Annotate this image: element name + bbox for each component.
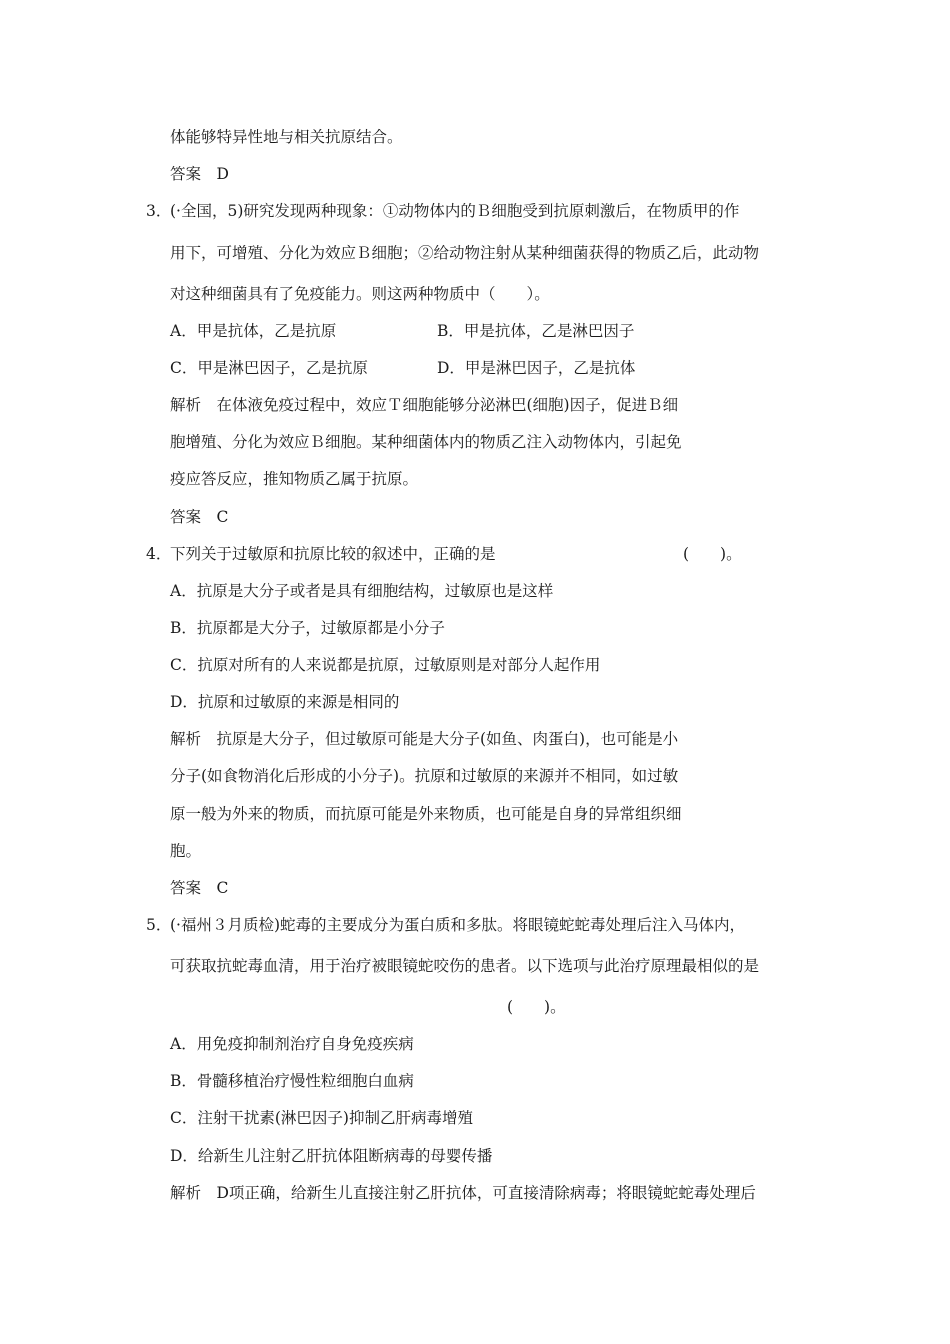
explanation-line: 疫应答反应，推知物质乙属于抗原。 — [170, 470, 419, 488]
answer-line: 答案 D — [170, 165, 229, 183]
explanation-line: 胞。 — [170, 842, 202, 860]
option-d: D．抗原和过敏原的来源是相同的 — [170, 693, 400, 711]
option-c: C．注射干扰素(淋巴因子)抑制乙肝病毒增殖 — [170, 1109, 473, 1127]
explanation-line: 原一般为外来的物质，而抗原可能是外来物质，也可能是自身的异常组织细 — [170, 805, 682, 823]
explanation-line: 解析 D项正确，给新生儿直接注射乙肝抗体，可直接清除病毒；将眼镜蛇蛇毒处理后 — [170, 1184, 756, 1202]
question-stem-line: 可获取抗蛇毒血清，用于治疗被眼镜蛇咬伤的患者。以下选项与此治疗原理最相似的是 — [170, 957, 760, 975]
answer-blank: ( )。 — [507, 998, 566, 1016]
explanation-line: 分子(如食物消化后形成的小分子)。抗原和过敏原的来源并不相同，如过敏 — [170, 767, 679, 785]
option-d: D．给新生儿注射乙肝抗体阻断病毒的母婴传播 — [170, 1147, 493, 1165]
answer-line: 答案 C — [170, 508, 229, 526]
explanation-line: 解析 在体液免疫过程中，效应Ｔ细胞能够分泌淋巴(细胞)因子，促进Ｂ细 — [170, 396, 679, 414]
question-stem-line: 对这种细菌具有了免疫能力。则这两种物质中（ ）。 — [170, 285, 550, 303]
option-b: B．骨髓移植治疗慢性粒细胞白血病 — [170, 1072, 414, 1090]
option-d: D．甲是淋巴因子，乙是抗体 — [437, 359, 636, 377]
question-stem-line: (·福州３月质检)蛇毒的主要成分为蛋白质和多肽。将眼镜蛇蛇毒处理后注入马体内， — [170, 916, 746, 934]
question-number: 4． — [146, 545, 172, 563]
answer-blank: ( )。 — [683, 545, 742, 563]
option-a: A．用免疫抑制剂治疗自身免疫疾病 — [170, 1035, 414, 1053]
question-stem-line: 下列关于过敏原和抗原比较的叙述中，正确的是 — [170, 545, 496, 563]
option-b: B．抗原都是大分子，过敏原都是小分子 — [170, 619, 445, 637]
question-number: 5． — [146, 916, 172, 934]
explanation-line: 体能够特异性地与相关抗原结合。 — [170, 128, 403, 146]
option-a: A．抗原是大分子或者是具有细胞结构，过敏原也是这样 — [170, 582, 554, 600]
option-c: C．抗原对所有的人来说都是抗原，过敏原则是对部分人起作用 — [170, 656, 601, 674]
option-a: A．甲是抗体，乙是抗原 — [170, 322, 337, 340]
question-stem-line: (·全国，5)研究发现两种现象：①动物体内的Ｂ细胞受到抗原刺激后，在物质甲的作 — [170, 202, 740, 220]
question-stem-line: 用下，可增殖、分化为效应Ｂ细胞；②给动物注射从某种细菌获得的物质乙后，此动物 — [170, 244, 760, 262]
answer-line: 答案 C — [170, 879, 229, 897]
option-c: C．甲是淋巴因子，乙是抗原 — [170, 359, 368, 377]
option-b: B．甲是抗体，乙是淋巴因子 — [437, 322, 635, 340]
question-number: 3． — [146, 202, 172, 220]
explanation-line: 胞增殖、分化为效应Ｂ细胞。某种细菌体内的物质乙注入动物体内，引起免 — [170, 433, 682, 451]
explanation-line: 解析 抗原是大分子，但过敏原可能是大分子(如鱼、肉蛋白)，也可能是小 — [170, 730, 679, 748]
